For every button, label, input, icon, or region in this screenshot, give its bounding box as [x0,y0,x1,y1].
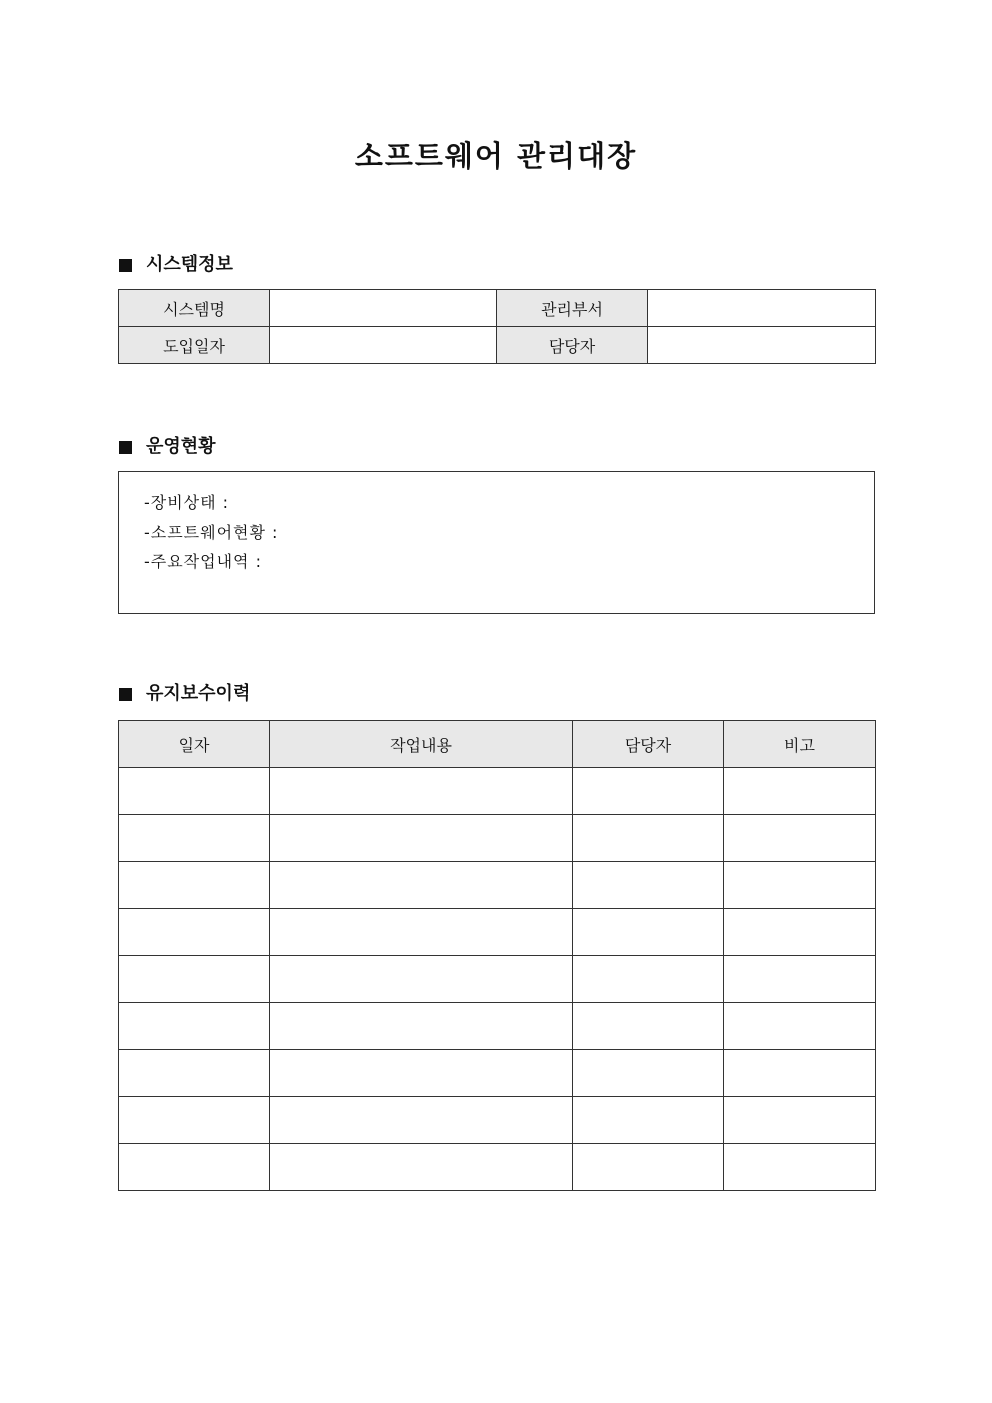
manager-cell[interactable] [573,1050,724,1097]
table-row [119,768,876,815]
table-row [119,1050,876,1097]
system-name-field[interactable] [270,290,497,327]
manager-cell[interactable] [573,862,724,909]
section-heading-label: 시스템정보 [146,254,233,275]
work-cell[interactable] [270,815,573,862]
table-row [119,290,876,327]
table-row [119,909,876,956]
table-row [119,1003,876,1050]
section-heading-system-info [119,253,233,277]
manager-cell[interactable] [573,1003,724,1050]
manager-field[interactable] [648,327,876,364]
page-title: 소프트웨어 관리대장 [354,139,638,173]
work-cell[interactable] [270,1144,573,1191]
square-bullet-icon [119,688,132,701]
column-header-date: 일자 [119,721,270,768]
section-heading-operation-status [119,435,216,459]
date-cell[interactable] [119,1003,270,1050]
section-heading-maintenance-history [119,682,250,706]
table-row [119,1097,876,1144]
remarks-cell[interactable] [724,1003,876,1050]
major-work-line: -주요작업내역 : [144,552,262,571]
table-row [119,862,876,909]
square-bullet-icon [119,441,132,454]
table-row [119,1144,876,1191]
date-cell[interactable] [119,909,270,956]
system-name-label: 시스템명 [119,290,270,327]
remarks-cell[interactable] [724,1144,876,1191]
table-row [119,815,876,862]
table-header-row [119,721,876,768]
date-cell[interactable] [119,1097,270,1144]
work-cell[interactable] [270,956,573,1003]
work-cell[interactable] [270,768,573,815]
manager-cell[interactable] [573,1144,724,1191]
manager-label: 담당자 [497,327,648,364]
work-cell[interactable] [270,1097,573,1144]
section-heading-label: 유지보수이력 [146,683,251,704]
operation-status-box[interactable] [118,471,875,614]
remarks-cell[interactable] [724,1050,876,1097]
remarks-cell[interactable] [724,815,876,862]
work-cell[interactable] [270,862,573,909]
date-cell[interactable] [119,956,270,1003]
manager-cell[interactable] [573,956,724,1003]
department-label: 관리부서 [497,290,648,327]
adoption-date-label: 도입일자 [119,327,270,364]
maintenance-history-table [118,720,876,1191]
adoption-date-field[interactable] [270,327,497,364]
date-cell[interactable] [119,815,270,862]
equipment-status-line: -장비상태 : [144,493,230,512]
software-status-line: -소프트웨어현황 : [144,523,279,542]
column-header-work: 작업내용 [270,721,573,768]
remarks-cell[interactable] [724,909,876,956]
work-cell[interactable] [270,1050,573,1097]
date-cell[interactable] [119,862,270,909]
remarks-cell[interactable] [724,956,876,1003]
work-cell[interactable] [270,1003,573,1050]
table-row [119,327,876,364]
work-cell[interactable] [270,909,573,956]
section-heading-label: 운영현황 [146,436,216,457]
manager-cell[interactable] [573,909,724,956]
column-header-remarks: 비고 [724,721,876,768]
date-cell[interactable] [119,1144,270,1191]
date-cell[interactable] [119,768,270,815]
remarks-cell[interactable] [724,768,876,815]
remarks-cell[interactable] [724,862,876,909]
square-bullet-icon [119,259,132,272]
department-field[interactable] [648,290,876,327]
table-row [119,956,876,1003]
manager-cell[interactable] [573,768,724,815]
system-info-table [118,289,876,364]
date-cell[interactable] [119,1050,270,1097]
manager-cell[interactable] [573,815,724,862]
manager-cell[interactable] [573,1097,724,1144]
column-header-manager: 담당자 [573,721,724,768]
remarks-cell[interactable] [724,1097,876,1144]
